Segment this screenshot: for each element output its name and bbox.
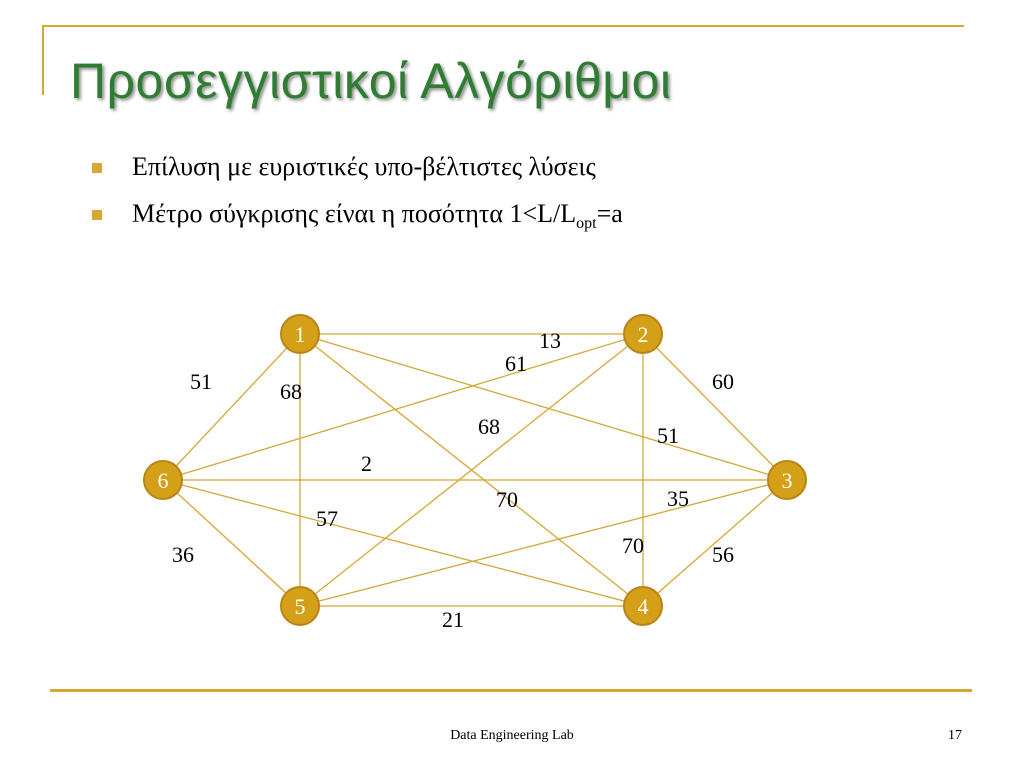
weight-label-4-6: 57 [316, 506, 338, 531]
node-5 [281, 587, 319, 625]
weight-label-3-6: 2 [361, 451, 372, 476]
bullet-text-2: Μέτρο σύγκρισης είναι η ποσότητα 1<L/L [132, 199, 577, 228]
weight-label-5-6: 36 [172, 542, 194, 567]
weight-label-1-6: 51 [190, 369, 212, 394]
weight-label-1-3: 51 [657, 423, 679, 448]
edge-1-6 [163, 334, 300, 480]
weight-label-3-4: 56 [712, 542, 734, 567]
bullet-text-2-suffix: =a [596, 199, 623, 228]
weight-label-2-4: 70 [622, 533, 644, 558]
node-5-label: 5 [294, 594, 306, 619]
node-1 [281, 315, 319, 353]
node-6-label: 6 [157, 468, 169, 493]
weight-label-1-4: 70 [496, 487, 518, 512]
weight-label-3-5: 35 [667, 486, 689, 511]
weight-label-1-5: 68 [280, 379, 302, 404]
bullet-text-1: Επίλυση με ευριστικές υπο-βέλτιστες λύσεις [132, 152, 596, 181]
node-2-label: 2 [637, 322, 649, 347]
slide-title: Προσεγγιστικοί Αλγόριθμοι [70, 53, 672, 109]
bullet-text-2-subscript: opt [576, 215, 597, 233]
footer-divider [50, 689, 972, 692]
weight-label-2-5: 68 [478, 414, 500, 439]
node-4 [624, 587, 662, 625]
footer-lab-name: Data Engineering Lab [450, 728, 574, 743]
weight-label-2-6: 61 [505, 351, 527, 376]
node-4-label: 4 [637, 594, 649, 619]
node-1-label: 1 [294, 322, 306, 347]
edge-1-3 [300, 334, 787, 480]
weight-label-1-2: 13 [539, 328, 561, 353]
node-3-label: 3 [781, 468, 793, 493]
weight-label-2-3: 60 [712, 369, 734, 394]
edge-2-6 [163, 334, 643, 480]
node-2 [624, 315, 662, 353]
footer-page-number: 17 [948, 728, 962, 743]
edge-4-6 [163, 480, 643, 606]
weight-label-4-5: 21 [442, 607, 464, 632]
node-3 [768, 461, 806, 499]
node-6 [144, 461, 182, 499]
